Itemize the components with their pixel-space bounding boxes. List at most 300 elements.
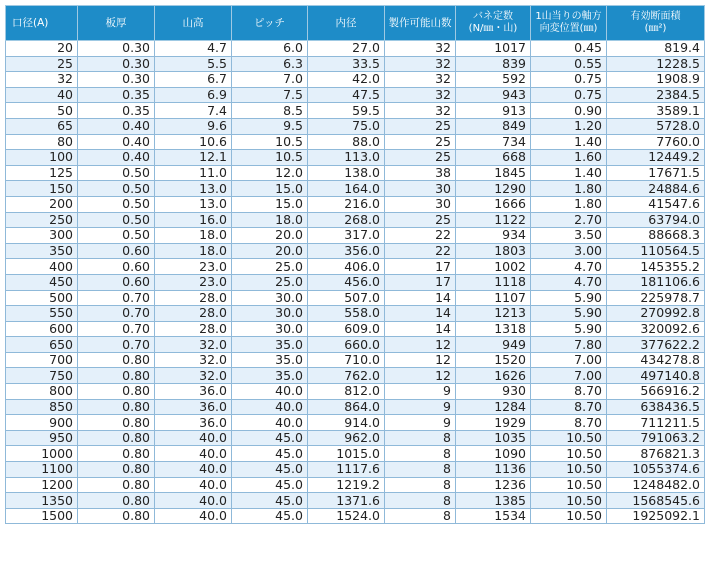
cell-nominal-size: 850 xyxy=(6,399,78,415)
cell-plate-thickness: 0.70 xyxy=(78,306,155,322)
table-row xyxy=(6,181,705,197)
cell-ridge-height: 32.0 xyxy=(155,337,232,353)
cell-pitch: 10.5 xyxy=(232,150,308,166)
cell-inner-diameter: 1524.0 xyxy=(308,508,385,524)
cell-pitch: 10.5 xyxy=(232,134,308,150)
cell-ridge-height: 40.0 xyxy=(155,508,232,524)
cell-axial-displacement: 8.70 xyxy=(531,399,607,415)
cell-axial-displacement: 0.75 xyxy=(531,87,607,103)
header-effective-area-line1: 有効断面積 xyxy=(630,11,681,22)
cell-max-ridges: 14 xyxy=(385,290,456,306)
cell-max-ridges: 25 xyxy=(385,212,456,228)
cell-nominal-size: 650 xyxy=(6,337,78,353)
cell-axial-displacement: 10.50 xyxy=(531,430,607,446)
cell-plate-thickness: 0.50 xyxy=(78,196,155,212)
cell-pitch: 7.0 xyxy=(232,72,308,88)
cell-axial-displacement: 1.80 xyxy=(531,181,607,197)
header-spring-constant-line1: バネ定数 xyxy=(473,11,513,22)
cell-inner-diameter: 864.0 xyxy=(308,399,385,415)
cell-plate-thickness: 0.50 xyxy=(78,228,155,244)
cell-spring-constant: 1318 xyxy=(456,321,531,337)
cell-effective-area: 320092.6 xyxy=(607,321,705,337)
cell-inner-diameter: 1015.0 xyxy=(308,446,385,462)
cell-inner-diameter: 406.0 xyxy=(308,259,385,275)
cell-inner-diameter: 27.0 xyxy=(308,41,385,57)
cell-ridge-height: 28.0 xyxy=(155,290,232,306)
cell-inner-diameter: 113.0 xyxy=(308,150,385,166)
cell-nominal-size: 750 xyxy=(6,368,78,384)
header-axial-displacement-line1: 1山当りの軸方 xyxy=(535,11,602,22)
cell-effective-area: 12449.2 xyxy=(607,150,705,166)
cell-effective-area: 377622.2 xyxy=(607,337,705,353)
cell-effective-area: 270992.8 xyxy=(607,306,705,322)
cell-pitch: 30.0 xyxy=(232,290,308,306)
cell-pitch: 12.0 xyxy=(232,165,308,181)
table-row xyxy=(6,212,705,228)
cell-plate-thickness: 0.80 xyxy=(78,415,155,431)
cell-nominal-size: 1200 xyxy=(6,477,78,493)
cell-axial-displacement: 8.70 xyxy=(531,384,607,400)
cell-spring-constant: 1118 xyxy=(456,274,531,290)
cell-plate-thickness: 0.70 xyxy=(78,337,155,353)
cell-pitch: 15.0 xyxy=(232,196,308,212)
cell-nominal-size: 125 xyxy=(6,165,78,181)
cell-ridge-height: 23.0 xyxy=(155,259,232,275)
cell-effective-area: 1055374.6 xyxy=(607,462,705,478)
cell-max-ridges: 8 xyxy=(385,462,456,478)
cell-pitch: 18.0 xyxy=(232,212,308,228)
cell-pitch: 30.0 xyxy=(232,306,308,322)
cell-effective-area: 434278.8 xyxy=(607,352,705,368)
cell-inner-diameter: 42.0 xyxy=(308,72,385,88)
table-body xyxy=(6,41,705,524)
cell-spring-constant: 1017 xyxy=(456,41,531,57)
cell-max-ridges: 12 xyxy=(385,368,456,384)
cell-ridge-height: 23.0 xyxy=(155,274,232,290)
cell-inner-diameter: 317.0 xyxy=(308,228,385,244)
cell-spring-constant: 949 xyxy=(456,337,531,353)
header-row xyxy=(6,6,705,41)
cell-pitch: 40.0 xyxy=(232,384,308,400)
cell-nominal-size: 65 xyxy=(6,118,78,134)
cell-ridge-height: 28.0 xyxy=(155,306,232,322)
cell-max-ridges: 22 xyxy=(385,228,456,244)
table-row xyxy=(6,321,705,337)
cell-inner-diameter: 962.0 xyxy=(308,430,385,446)
cell-axial-displacement: 10.50 xyxy=(531,462,607,478)
cell-inner-diameter: 762.0 xyxy=(308,368,385,384)
table-row xyxy=(6,259,705,275)
cell-spring-constant: 1666 xyxy=(456,196,531,212)
cell-axial-displacement: 5.90 xyxy=(531,306,607,322)
cell-effective-area: 24884.6 xyxy=(607,181,705,197)
cell-spring-constant: 1136 xyxy=(456,462,531,478)
cell-nominal-size: 700 xyxy=(6,352,78,368)
cell-max-ridges: 25 xyxy=(385,118,456,134)
table-row xyxy=(6,446,705,462)
cell-plate-thickness: 0.80 xyxy=(78,493,155,509)
cell-axial-displacement: 8.70 xyxy=(531,415,607,431)
cell-inner-diameter: 914.0 xyxy=(308,415,385,431)
cell-inner-diameter: 609.0 xyxy=(308,321,385,337)
cell-axial-displacement: 1.80 xyxy=(531,196,607,212)
cell-spring-constant: 1107 xyxy=(456,290,531,306)
cell-nominal-size: 50 xyxy=(6,103,78,119)
cell-axial-displacement: 3.00 xyxy=(531,243,607,259)
cell-plate-thickness: 0.40 xyxy=(78,118,155,134)
header-effective-area xyxy=(607,6,705,41)
cell-plate-thickness: 0.35 xyxy=(78,87,155,103)
table-row xyxy=(6,274,705,290)
cell-spring-constant: 849 xyxy=(456,118,531,134)
cell-ridge-height: 36.0 xyxy=(155,415,232,431)
header-spring-constant-line2: (N/㎜・山) xyxy=(468,23,518,34)
cell-spring-constant: 1290 xyxy=(456,181,531,197)
cell-effective-area: 181106.6 xyxy=(607,274,705,290)
header-plate-thickness: 板厚 xyxy=(78,6,155,41)
cell-ridge-height: 7.4 xyxy=(155,103,232,119)
cell-ridge-height: 9.6 xyxy=(155,118,232,134)
spec-table xyxy=(5,5,705,524)
cell-spring-constant: 1626 xyxy=(456,368,531,384)
table-row xyxy=(6,384,705,400)
cell-max-ridges: 8 xyxy=(385,477,456,493)
cell-plate-thickness: 0.60 xyxy=(78,274,155,290)
cell-pitch: 30.0 xyxy=(232,321,308,337)
table-row xyxy=(6,243,705,259)
cell-pitch: 35.0 xyxy=(232,337,308,353)
table-row xyxy=(6,493,705,509)
cell-axial-displacement: 7.00 xyxy=(531,352,607,368)
table-row xyxy=(6,462,705,478)
table-row xyxy=(6,165,705,181)
cell-pitch: 40.0 xyxy=(232,415,308,431)
cell-plate-thickness: 0.70 xyxy=(78,321,155,337)
cell-pitch: 6.0 xyxy=(232,41,308,57)
table-row xyxy=(6,306,705,322)
cell-axial-displacement: 1.60 xyxy=(531,150,607,166)
cell-pitch: 6.3 xyxy=(232,56,308,72)
cell-effective-area: 145355.2 xyxy=(607,259,705,275)
cell-spring-constant: 1002 xyxy=(456,259,531,275)
cell-nominal-size: 1350 xyxy=(6,493,78,509)
cell-pitch: 45.0 xyxy=(232,508,308,524)
header-effective-area-line2: (㎜²) xyxy=(644,23,667,34)
table-row xyxy=(6,290,705,306)
cell-axial-displacement: 5.90 xyxy=(531,321,607,337)
cell-pitch: 45.0 xyxy=(232,430,308,446)
table-row xyxy=(6,477,705,493)
cell-effective-area: 876821.3 xyxy=(607,446,705,462)
cell-inner-diameter: 356.0 xyxy=(308,243,385,259)
table-row xyxy=(6,41,705,57)
cell-axial-displacement: 10.50 xyxy=(531,508,607,524)
cell-max-ridges: 12 xyxy=(385,337,456,353)
cell-effective-area: 1908.9 xyxy=(607,72,705,88)
cell-effective-area: 711211.5 xyxy=(607,415,705,431)
cell-ridge-height: 12.1 xyxy=(155,150,232,166)
cell-nominal-size: 250 xyxy=(6,212,78,228)
cell-spring-constant: 668 xyxy=(456,150,531,166)
table-row xyxy=(6,368,705,384)
cell-spring-constant: 1385 xyxy=(456,493,531,509)
cell-ridge-height: 40.0 xyxy=(155,462,232,478)
cell-plate-thickness: 0.80 xyxy=(78,384,155,400)
cell-max-ridges: 32 xyxy=(385,56,456,72)
cell-nominal-size: 350 xyxy=(6,243,78,259)
cell-spring-constant: 592 xyxy=(456,72,531,88)
cell-ridge-height: 32.0 xyxy=(155,368,232,384)
table-row xyxy=(6,228,705,244)
cell-pitch: 40.0 xyxy=(232,399,308,415)
cell-spring-constant: 839 xyxy=(456,56,531,72)
cell-spring-constant: 1534 xyxy=(456,508,531,524)
cell-max-ridges: 32 xyxy=(385,41,456,57)
cell-ridge-height: 40.0 xyxy=(155,477,232,493)
cell-ridge-height: 6.9 xyxy=(155,87,232,103)
cell-pitch: 25.0 xyxy=(232,259,308,275)
cell-ridge-height: 36.0 xyxy=(155,399,232,415)
cell-axial-displacement: 5.90 xyxy=(531,290,607,306)
cell-axial-displacement: 0.45 xyxy=(531,41,607,57)
cell-plate-thickness: 0.30 xyxy=(78,56,155,72)
cell-pitch: 7.5 xyxy=(232,87,308,103)
cell-max-ridges: 9 xyxy=(385,399,456,415)
cell-effective-area: 3589.1 xyxy=(607,103,705,119)
cell-effective-area: 7760.0 xyxy=(607,134,705,150)
cell-inner-diameter: 216.0 xyxy=(308,196,385,212)
cell-nominal-size: 20 xyxy=(6,41,78,57)
cell-ridge-height: 40.0 xyxy=(155,446,232,462)
cell-max-ridges: 32 xyxy=(385,72,456,88)
cell-ridge-height: 28.0 xyxy=(155,321,232,337)
header-ridge-height: 山高 xyxy=(155,6,232,41)
cell-effective-area: 110564.5 xyxy=(607,243,705,259)
cell-nominal-size: 80 xyxy=(6,134,78,150)
cell-plate-thickness: 0.80 xyxy=(78,462,155,478)
cell-nominal-size: 1100 xyxy=(6,462,78,478)
table-row xyxy=(6,72,705,88)
cell-spring-constant: 1090 xyxy=(456,446,531,462)
cell-max-ridges: 9 xyxy=(385,415,456,431)
cell-ridge-height: 4.7 xyxy=(155,41,232,57)
cell-max-ridges: 8 xyxy=(385,446,456,462)
cell-axial-displacement: 0.55 xyxy=(531,56,607,72)
cell-inner-diameter: 164.0 xyxy=(308,181,385,197)
cell-max-ridges: 14 xyxy=(385,321,456,337)
cell-plate-thickness: 0.80 xyxy=(78,430,155,446)
cell-ridge-height: 13.0 xyxy=(155,196,232,212)
cell-plate-thickness: 0.60 xyxy=(78,243,155,259)
cell-axial-displacement: 4.70 xyxy=(531,259,607,275)
cell-nominal-size: 550 xyxy=(6,306,78,322)
cell-plate-thickness: 0.80 xyxy=(78,477,155,493)
cell-plate-thickness: 0.30 xyxy=(78,41,155,57)
cell-axial-displacement: 2.70 xyxy=(531,212,607,228)
header-axial-displacement-line2: 向変位置(㎜) xyxy=(539,23,598,34)
cell-spring-constant: 1803 xyxy=(456,243,531,259)
cell-max-ridges: 8 xyxy=(385,430,456,446)
cell-inner-diameter: 88.0 xyxy=(308,134,385,150)
cell-max-ridges: 17 xyxy=(385,259,456,275)
cell-ridge-height: 10.6 xyxy=(155,134,232,150)
cell-nominal-size: 450 xyxy=(6,274,78,290)
cell-inner-diameter: 138.0 xyxy=(308,165,385,181)
cell-nominal-size: 32 xyxy=(6,72,78,88)
cell-plate-thickness: 0.40 xyxy=(78,134,155,150)
cell-max-ridges: 12 xyxy=(385,352,456,368)
cell-pitch: 45.0 xyxy=(232,462,308,478)
cell-inner-diameter: 268.0 xyxy=(308,212,385,228)
cell-spring-constant: 1236 xyxy=(456,477,531,493)
cell-nominal-size: 100 xyxy=(6,150,78,166)
cell-pitch: 15.0 xyxy=(232,181,308,197)
cell-nominal-size: 600 xyxy=(6,321,78,337)
cell-nominal-size: 40 xyxy=(6,87,78,103)
cell-plate-thickness: 0.30 xyxy=(78,72,155,88)
cell-ridge-height: 6.7 xyxy=(155,72,232,88)
cell-nominal-size: 150 xyxy=(6,181,78,197)
cell-ridge-height: 16.0 xyxy=(155,212,232,228)
table-row xyxy=(6,352,705,368)
table-row xyxy=(6,196,705,212)
cell-max-ridges: 32 xyxy=(385,103,456,119)
cell-max-ridges: 30 xyxy=(385,196,456,212)
cell-max-ridges: 22 xyxy=(385,243,456,259)
cell-effective-area: 17671.5 xyxy=(607,165,705,181)
cell-inner-diameter: 47.5 xyxy=(308,87,385,103)
cell-effective-area: 1568545.6 xyxy=(607,493,705,509)
cell-max-ridges: 17 xyxy=(385,274,456,290)
cell-nominal-size: 800 xyxy=(6,384,78,400)
cell-axial-displacement: 10.50 xyxy=(531,493,607,509)
cell-axial-displacement: 0.75 xyxy=(531,72,607,88)
cell-ridge-height: 40.0 xyxy=(155,430,232,446)
cell-effective-area: 5728.0 xyxy=(607,118,705,134)
cell-inner-diameter: 1219.2 xyxy=(308,477,385,493)
table-row xyxy=(6,134,705,150)
cell-plate-thickness: 0.80 xyxy=(78,508,155,524)
cell-axial-displacement: 10.50 xyxy=(531,446,607,462)
cell-effective-area: 1228.5 xyxy=(607,56,705,72)
cell-pitch: 9.5 xyxy=(232,118,308,134)
cell-plate-thickness: 0.35 xyxy=(78,103,155,119)
cell-pitch: 20.0 xyxy=(232,243,308,259)
cell-nominal-size: 1500 xyxy=(6,508,78,524)
header-max-ridges: 製作可能山数 xyxy=(385,6,456,41)
cell-nominal-size: 300 xyxy=(6,228,78,244)
table-row xyxy=(6,87,705,103)
cell-inner-diameter: 558.0 xyxy=(308,306,385,322)
cell-spring-constant: 1284 xyxy=(456,399,531,415)
table-row xyxy=(6,56,705,72)
cell-effective-area: 791063.2 xyxy=(607,430,705,446)
cell-nominal-size: 1000 xyxy=(6,446,78,462)
cell-max-ridges: 25 xyxy=(385,150,456,166)
table-row xyxy=(6,399,705,415)
cell-spring-constant: 943 xyxy=(456,87,531,103)
cell-axial-displacement: 4.70 xyxy=(531,274,607,290)
cell-effective-area: 88668.3 xyxy=(607,228,705,244)
header-spring-constant xyxy=(456,6,531,41)
cell-max-ridges: 8 xyxy=(385,508,456,524)
cell-inner-diameter: 33.5 xyxy=(308,56,385,72)
cell-ridge-height: 13.0 xyxy=(155,181,232,197)
table-row xyxy=(6,430,705,446)
cell-ridge-height: 36.0 xyxy=(155,384,232,400)
cell-effective-area: 2384.5 xyxy=(607,87,705,103)
table-row xyxy=(6,337,705,353)
cell-axial-displacement: 3.50 xyxy=(531,228,607,244)
cell-inner-diameter: 660.0 xyxy=(308,337,385,353)
cell-max-ridges: 30 xyxy=(385,181,456,197)
cell-axial-displacement: 7.00 xyxy=(531,368,607,384)
cell-plate-thickness: 0.40 xyxy=(78,150,155,166)
table-header xyxy=(6,6,705,41)
cell-pitch: 25.0 xyxy=(232,274,308,290)
cell-plate-thickness: 0.50 xyxy=(78,212,155,228)
header-inner-diameter: 内径 xyxy=(308,6,385,41)
cell-max-ridges: 38 xyxy=(385,165,456,181)
cell-spring-constant: 934 xyxy=(456,228,531,244)
cell-pitch: 35.0 xyxy=(232,352,308,368)
cell-nominal-size: 500 xyxy=(6,290,78,306)
cell-effective-area: 1248482.0 xyxy=(607,477,705,493)
cell-plate-thickness: 0.70 xyxy=(78,290,155,306)
table-row xyxy=(6,103,705,119)
cell-axial-displacement: 0.90 xyxy=(531,103,607,119)
header-axial-displacement xyxy=(531,6,607,41)
cell-effective-area: 566916.2 xyxy=(607,384,705,400)
cell-plate-thickness: 0.50 xyxy=(78,165,155,181)
cell-effective-area: 819.4 xyxy=(607,41,705,57)
cell-axial-displacement: 7.80 xyxy=(531,337,607,353)
cell-spring-constant: 1213 xyxy=(456,306,531,322)
cell-spring-constant: 1929 xyxy=(456,415,531,431)
cell-plate-thickness: 0.50 xyxy=(78,181,155,197)
cell-pitch: 45.0 xyxy=(232,446,308,462)
cell-spring-constant: 913 xyxy=(456,103,531,119)
cell-ridge-height: 32.0 xyxy=(155,352,232,368)
cell-pitch: 45.0 xyxy=(232,477,308,493)
table-row xyxy=(6,415,705,431)
cell-max-ridges: 32 xyxy=(385,87,456,103)
cell-max-ridges: 14 xyxy=(385,306,456,322)
cell-spring-constant: 1520 xyxy=(456,352,531,368)
cell-inner-diameter: 710.0 xyxy=(308,352,385,368)
cell-axial-displacement: 1.20 xyxy=(531,118,607,134)
cell-plate-thickness: 0.80 xyxy=(78,399,155,415)
cell-nominal-size: 25 xyxy=(6,56,78,72)
cell-effective-area: 497140.8 xyxy=(607,368,705,384)
cell-ridge-height: 40.0 xyxy=(155,493,232,509)
cell-pitch: 20.0 xyxy=(232,228,308,244)
cell-max-ridges: 9 xyxy=(385,384,456,400)
cell-max-ridges: 8 xyxy=(385,493,456,509)
cell-nominal-size: 400 xyxy=(6,259,78,275)
header-nominal-size: 口径(A) xyxy=(6,6,78,41)
cell-axial-displacement: 1.40 xyxy=(531,134,607,150)
cell-spring-constant: 1122 xyxy=(456,212,531,228)
cell-inner-diameter: 456.0 xyxy=(308,274,385,290)
cell-ridge-height: 5.5 xyxy=(155,56,232,72)
cell-ridge-height: 18.0 xyxy=(155,228,232,244)
cell-spring-constant: 734 xyxy=(456,134,531,150)
cell-plate-thickness: 0.80 xyxy=(78,352,155,368)
table-row xyxy=(6,150,705,166)
table-row xyxy=(6,508,705,524)
cell-ridge-height: 11.0 xyxy=(155,165,232,181)
